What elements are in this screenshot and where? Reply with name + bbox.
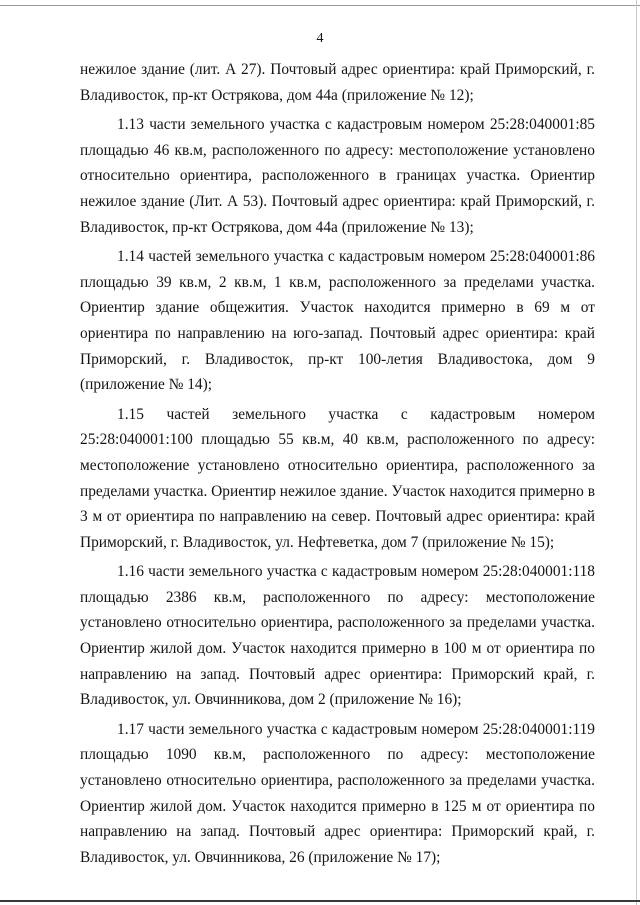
paragraph-item-1-13: 1.13 части земельного участка с кадастровым номером 25:28:040001:85 площадью 46 кв.м, расположенного по адресу: местоположение установлено относительно ориентира, расположенного в границах участка. Ориентир нежилое здание (Лит. А 53). Почтовый адрес ориентира: край Приморский, г. Владивосток, пр-кт Острякова, дом 44а (приложение № 13); (80, 116, 595, 236)
paragraph-continuation: нежилое здание (лит. А 27). Почтовый адрес ориентира: край Приморский, г. Владивосток, пр-кт Острякова, дом 44а (приложение № 12); (80, 61, 595, 104)
page-number: 4 (316, 31, 324, 46)
scan-bottom-edge (0, 900, 640, 902)
scan-right-edge (636, 0, 637, 905)
document-body (80, 57, 595, 874)
scan-top-edge (0, 5, 640, 6)
paragraph-item-1-16: 1.16 части земельного участка с кадастровым номером 25:28:040001:118 площадью 2386 кв.м, расположенного по адресу: местоположение установлено относительно ориентира, расположенного за пределами участка. Ориентир жилой дом. Участок находится примерно в 100 м от ориентира по направлению на запад. Почтовый адрес ориентира: Приморский край, г. Владивосток, ул. Овчинникова, дом 2 (приложение № 16); (80, 563, 595, 709)
paragraph-item-1-17: 1.17 части земельного участка с кадастровым номером 25:28:040001:119 площадью 1090 кв.м, расположенного по адресу: местоположение установлено относительно ориентира, расположенного за пределами участка. Ориентир жилой дом. Участок находится примерно в 125 м от ориентира по направлению на запад. Почтовый адрес ориентира: Приморский край, г. Владивосток, ул. Овчинникова, 26 (приложение № 17); (80, 720, 595, 866)
paragraph-item-1-14: 1.14 частей земельного участка с кадастровым номером 25:28:040001:86 площадью 39 кв.м, 2 кв.м, 1 кв.м, расположенного за пределами участка. Ориентир здание общежития. Участок находится примерно в 69 м от ориентира по направлению на юго-запад. Почтовый адрес ориентира: край Приморский, г. Владивосток, пр-кт 100-летия Владивостока, дом 9 (приложение № 14); (80, 248, 595, 394)
paragraph-item-1-15: 1.15 частей земельного участка с кадастровым номером 25:28:040001:100 площадью 55 кв.м, 40 кв.м, расположенного по адресу: местоположение установлено относительно ориентира, расположенного за пределами участка. Ориентир нежилое здание. Участок находится примерно в 3 м от ориентира по направлению на север. Почтовый адрес ориентира: край Приморский, г. Владивосток, ул. Нефтеветка, дом 7 (приложение № 15); (80, 405, 595, 551)
